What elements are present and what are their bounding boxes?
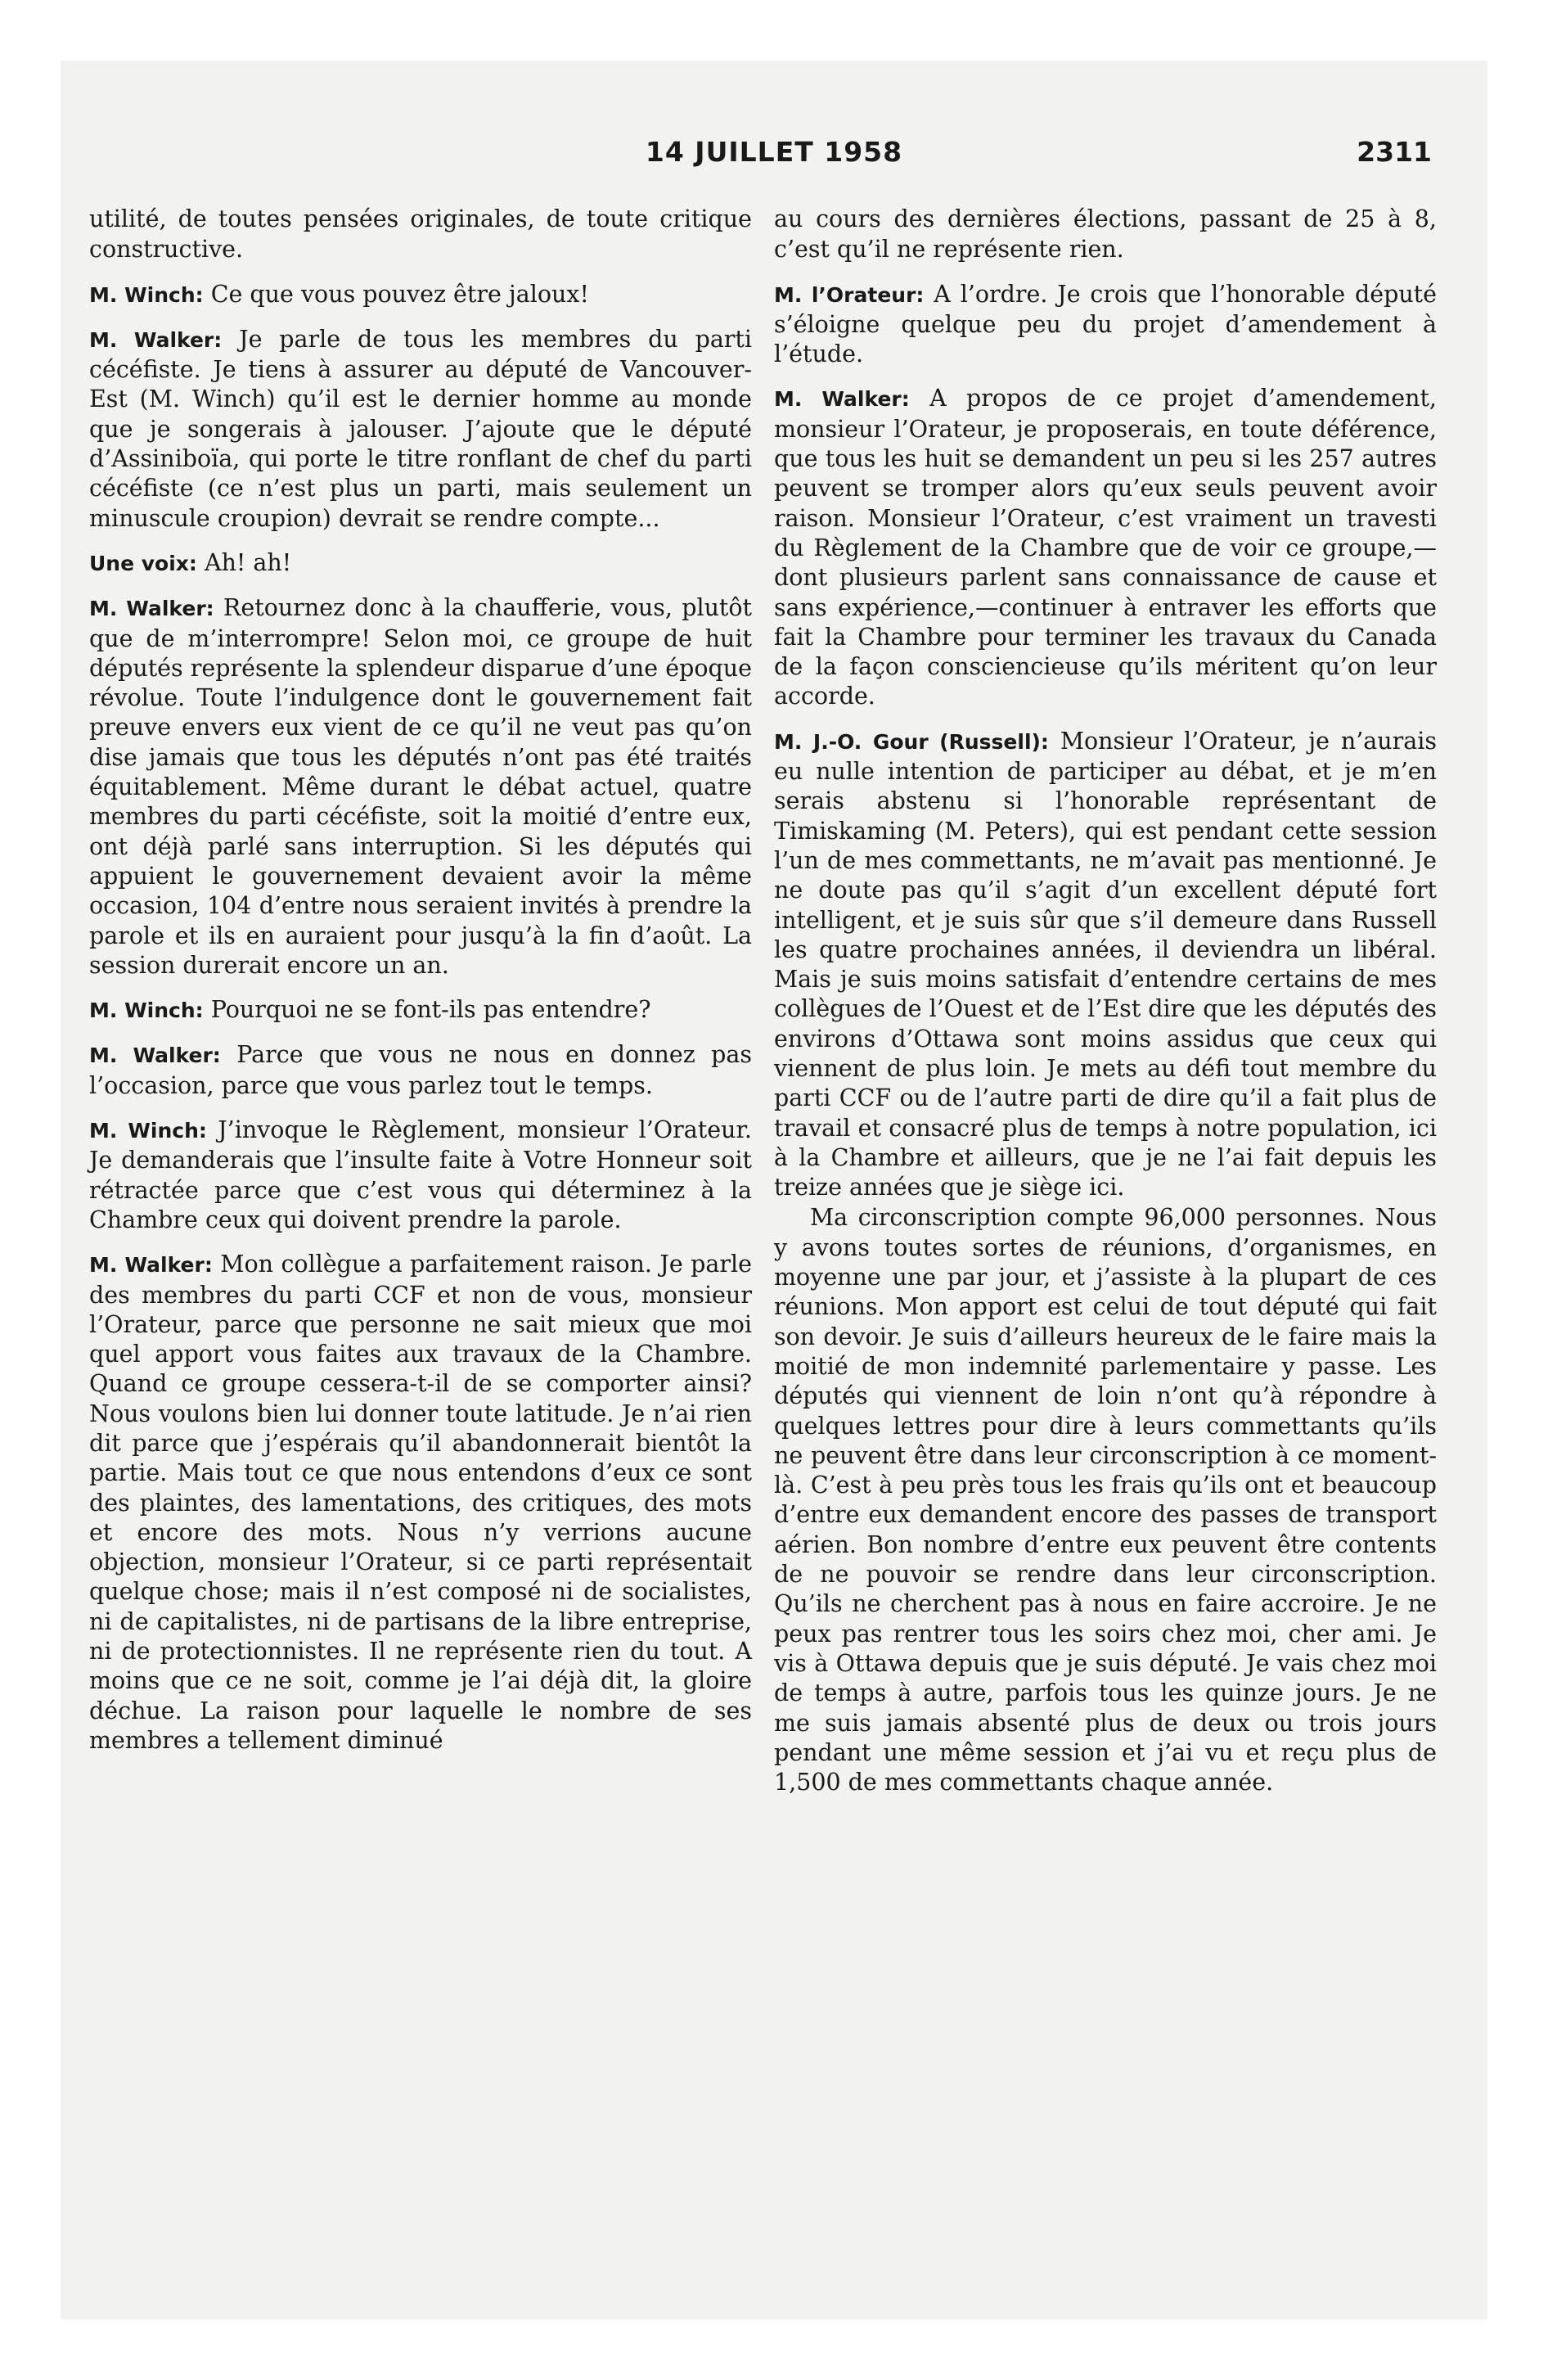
right-column: [774, 205, 1437, 1797]
speaker-label: M. Winch:: [89, 282, 204, 307]
paragraph-text: Je parle de tous les membres du parti cécéfiste. Je tiens à assurer au député de Vancouver-Est (M. Winch) qu’il est le dernier homme au monde que je songerais à jalouser. J’ajoute que le député d’Assiniboïa, qui porte le titre ronflant de chef du parti cécéfiste (ce n’est plus un parti, mais seulement un minuscule croupion) devrait se rendre compte...: [89, 325, 752, 532]
paragraph-text: au cours des dernières élections, passant de 25 à 8, c’est qu’il ne représente rien.: [774, 205, 1437, 264]
speaker-label: M. J.-O. Gour (Russell):: [774, 729, 1049, 754]
paragraph: [774, 1203, 1437, 1798]
speaker-label: M. Winch:: [89, 998, 204, 1023]
page-number: 2311: [1357, 136, 1432, 168]
paragraph: [774, 384, 1437, 711]
paragraph: [89, 325, 752, 534]
paragraph: [774, 280, 1437, 370]
paragraph: [89, 995, 752, 1025]
paragraph: [89, 1250, 752, 1756]
paragraph-text: Retournez donc à la chaufferie, vous, plutôt que de m’interrompre! Selon moi, ce groupe de huit députés représente la splendeur disparue d’une époque révolue. Toute l’indulgence dont le gouvernement fait preuve envers eux vient de ce qu’il ne veut pas qu’on dise jamais que tous les députés n’ont pas été traités équitablement. Même durant le débat actuel, quatre membres du parti cécéfiste, soit la moitié d’entre eux, ont déjà parlé sans interruption. Si les députés qui appuient le gouvernement devaient avoir la même occasion, 104 d’entre nous seraient invités à prendre la parole et ils en auraient pour jusqu’à la fin d’août. La session durerait encore un an.: [89, 594, 752, 979]
paragraph: [89, 205, 752, 265]
paragraph-text: Pourquoi ne se font-ils pas entendre?: [203, 996, 651, 1024]
paragraph: [89, 1040, 752, 1101]
paragraph-text: Parce que vous ne nous en donnez pas l’occasion, parce que vous parlez tout le temps.: [89, 1041, 752, 1099]
page-date: 14 JUILLET 1958: [645, 136, 903, 168]
speaker-label: M. Walker:: [89, 1044, 221, 1068]
page-header: [61, 136, 1487, 177]
paragraph-text: Ce que vous pouvez être jaloux!: [203, 280, 589, 308]
paragraph: [89, 1116, 752, 1235]
speaker-label: M. Walker:: [774, 387, 910, 412]
speaker-label: M. Winch:: [89, 1119, 207, 1143]
paragraph-text: A l’ordre. Je crois que l’honorable député s’éloigne quelque peu du projet d’amendement à l’étude.: [774, 280, 1437, 368]
speaker-label: M. l’Orateur:: [774, 282, 925, 307]
paragraph: [89, 548, 752, 579]
paragraph: [774, 205, 1437, 265]
paragraph-text: Ma circonscription compte 96,000 personnes. Nous y avons toutes sortes de réunions, d’organismes, en moyenne une par jour, et j’assiste à la plupart de ces réunions. Mon apport est celui de tout député qui fait son devoir. Je suis d’ailleurs heureux de le faire mais la moitié de mon indemnité parlementaire y passe. Les députés qui viennent de loin n’ont qu’à répondre à quelques lettres pour dire à leurs commettants qu’ils ne peuvent être dans leur circonscription à ce moment-là. C’est à peu près tous les frais qu’ils ont et beaucoup d’entre eux demandent encore des passes de transport aérien. Bon nombre d’entre eux peuvent être contents de ne pouvoir se rendre dans leur circonscription. Qu’ils ne cherchent pas à nous en faire accroire. Je ne peux pas rentrer tous les soirs chez moi, cher ami. Je vis à Ottawa depuis que je suis député. Je vais chez moi de temps à autre, parfois tous les quinze jours. Je ne me suis jamais absenté plus de deux ou trois jours pendant une même session et j’ai vu et reçu plus de 1,500 de mes commettants chaque année.: [774, 1203, 1437, 1796]
paragraph: [89, 280, 752, 310]
speaker-label: M. Walker:: [89, 327, 223, 352]
left-column: [89, 205, 752, 1770]
speaker-label: M. Walker:: [89, 597, 214, 621]
speaker-label: Une voix:: [89, 551, 197, 575]
paragraph-text: Mon collègue a parfaitement raison. Je parle des membres du parti CCF et non de vous, monsieur l’Orateur, parce que personne ne sait mieux que moi quel apport vous faites aux travaux de la Chambre. Quand ce groupe cessera-t-il de se comporter ainsi? Nous voulons bien lui donner toute latitude. Je n’ai rien dit parce que j’espérais qu’il abandonnerait bientôt la partie. Mais tout ce que nous entendons d’eux ce sont des plaintes, des lamentations, des critiques, des mots et encore des mots. Nous n’y verrions aucune objection, monsieur l’Orateur, si ce parti représentait quelque chose; mais il n’est composé ni de socialistes, ni de capitalistes, ni de partisans de la libre entreprise, ni de protectionnistes. Il ne représente rien du tout. A moins que ce ne soit, comme je l’ai déjà dit, la gloire déchue. La raison pour laquelle le nombre de ses membres a tellement diminué: [89, 1251, 752, 1754]
paragraph-text: Ah! ah!: [196, 548, 292, 576]
paragraph-text: utilité, de toutes pensées originales, de toute critique constructive.: [89, 205, 752, 264]
paragraph: [774, 727, 1437, 1203]
paragraph-text: A propos de ce projet d’amendement, monsieur l’Orateur, je proposerais, en toute déférence, que tous les huit se demandent un peu si les 257 autres peuvent se tromper alors qu’eux seuls peuvent avoir raison. Monsieur l’Orateur, c’est vraiment un travesti du Règlement de la Chambre que de voir ce groupe,—dont plusieurs parlent sans connaissance de cause et sans expérience,—continuer à entraver les efforts que fait la Chambre pour terminer les travaux du Canada de la façon consciencieuse qu’ils méritent qu’on leur accorde.: [774, 385, 1437, 710]
paragraph-text: J’invoque le Règlement, monsieur l’Orateur. Je demanderais que l’insulte faite à Votre Honneur soit rétractée parce que c’est vous qui déterminez à la Chambre ceux qui doivent prendre la parole.: [89, 1116, 752, 1233]
paragraph: [89, 593, 752, 980]
speaker-label: M. Walker:: [89, 1253, 213, 1278]
paragraph-text: Monsieur l’Orateur, je n’aurais eu nulle intention de participer au débat, et je m’en serais abstenu si l’honorable représentant de Timiskaming (M. Peters), qui est pendant cette session l’un de mes commettants, ne m’avait pas mentionné. Je ne doute pas qu’il s’agit d’un excellent député fort intelligent, et je suis sûr que s’il demeure dans Russell les quatre prochaines années, il deviendra un libéral. Mais je suis moins satisfait d’entendre certains de mes collègues de l’Ouest et de l’Est dire que les députés des environs d’Ottawa sont moins assidus que ceux qui viennent de plus loin. Je mets au défi tout membre du parti CCF ou de l’autre parti de dire qu’il a fait plus de travail et consacré plus de temps à notre population, ici à la Chambre et ailleurs, que je ne l’ai fait depuis les treize années que je siège ici.: [774, 727, 1437, 1201]
